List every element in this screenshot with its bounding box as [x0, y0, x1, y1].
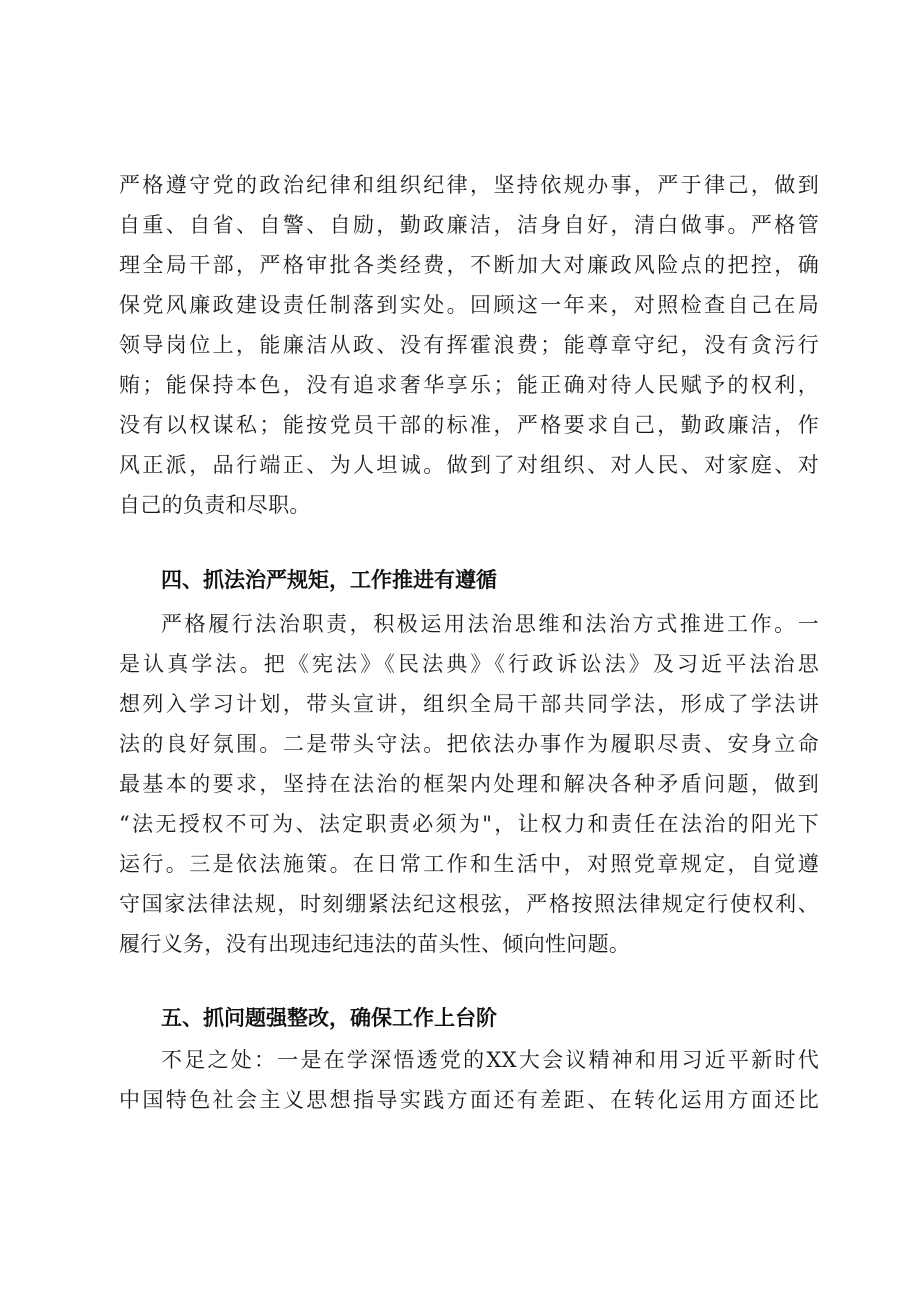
text-line: “法无授权不可为、法定职责必须为"，让权力和责任在法治的阳光下 [119, 812, 819, 836]
text-line: 履行义务，没有出现违纪违法的苗头性、倾向性问题。 [119, 932, 631, 956]
text-line: 法的良好氛围。二是带头守法。把依法办事作为履职尽责、安身立命 [119, 732, 819, 756]
text-line: 贿；能保持本色，没有追求奢华享乐；能正确对待人民赋予的权利， [119, 373, 819, 397]
text-line: 运行。三是依法施策。在日常工作和生活中，对照党章规定，自觉遵 [119, 852, 819, 876]
text-line: 风正派，品行端正、为人坦诚。做到了对组织、对人民、对家庭、对 [119, 453, 819, 477]
text-line: 中国特色社会主义思想指导实践方面还有差距、在转化运用方面还比 [119, 1088, 819, 1112]
text-line: 不足之处：一是在学深悟透党的XX大会议精神和用习近平新时代 [161, 1048, 819, 1072]
text-line: 想列入学习计划，带头宣讲，组织全局干部共同学法，形成了学法讲 [119, 692, 819, 716]
text-line: 保党风廉政建设责任制落到实处。回顾这一年来，对照检查自己在局 [119, 293, 819, 317]
section-heading-rectification: 五、抓问题强整改，确保工作上台阶 [161, 1006, 497, 1030]
text-line: 领导岗位上，能廉洁从政、没有挥霍浪费；能尊章守纪，没有贪污行 [119, 333, 819, 357]
text-line: 是认真学法。把《宪法》《民法典》《行政诉讼法》及习近平法治思 [119, 652, 819, 676]
text-line: 最基本的要求，坚持在法治的框架内处理和解决各种矛盾问题，做到 [119, 772, 819, 796]
text-line: 自己的负责和尽职。 [119, 493, 311, 517]
paragraph-shortcomings [119, 1040, 819, 1120]
paragraph-rule-of-law [119, 604, 819, 964]
text-line: 没有以权谋私；能按党员干部的标准，严格要求自己，勤政廉洁，作 [119, 413, 819, 437]
text-line: 严格遵守党的政治纪律和组织纪律，坚持依规办事，严于律己，做到 [119, 173, 819, 197]
text-line: 理全局干部，严格审批各类经费，不断加大对廉政风险点的把控，确 [119, 253, 819, 277]
text-line: 自重、自省、自警、自励，勤政廉洁，洁身自好，清白做事。严格管 [119, 213, 819, 237]
section-heading-rule-of-law: 四、抓法治严规矩，工作推进有遵循 [161, 568, 497, 592]
text-line: 严格履行法治职责，积极运用法治思维和法治方式推进工作。一 [161, 612, 819, 636]
text-line: 守国家法律法规，时刻绷紧法纪这根弦，严格按照法律规定行使权利、 [119, 892, 819, 916]
paragraph-integrity [119, 165, 819, 525]
